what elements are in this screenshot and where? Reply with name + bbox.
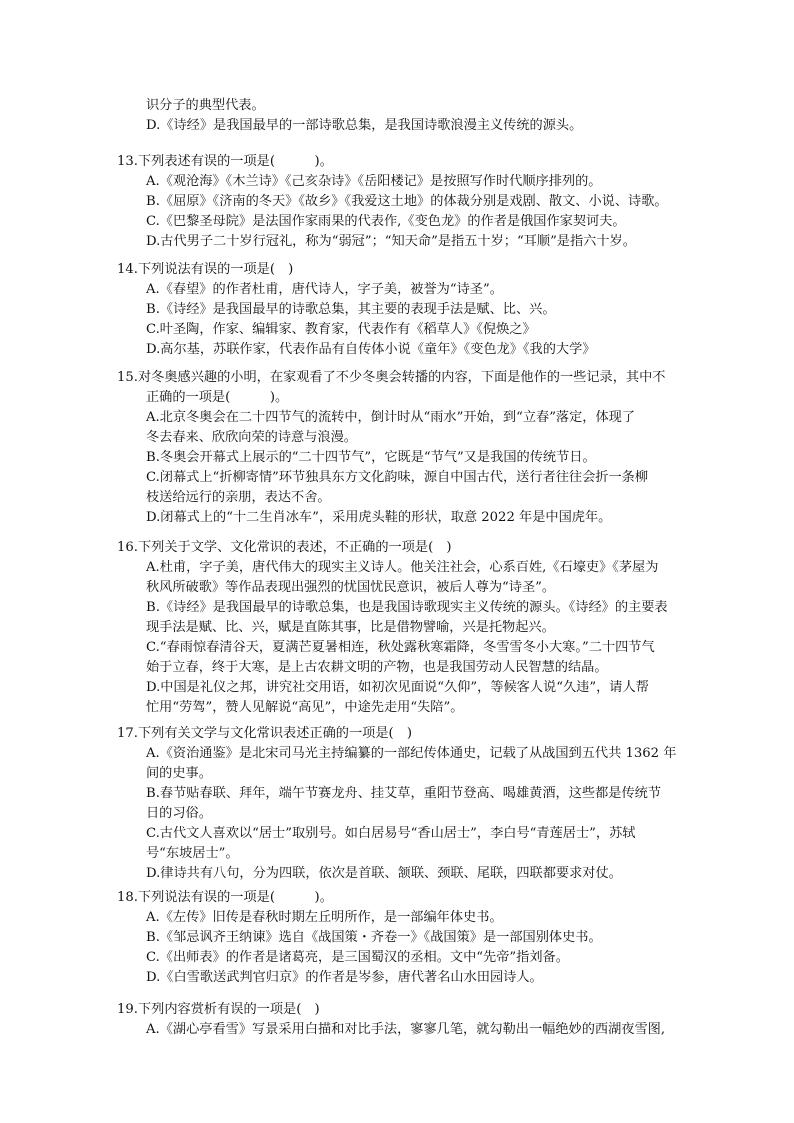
carryover-block xyxy=(117,96,702,136)
question-stem: 17.下列有关文学与文化常识表述正确的一项是( ) xyxy=(117,726,413,741)
question-q13 xyxy=(117,152,702,252)
option-line: A.《湖心亭看雪》写景采用白描和对比手法，寥寥几笔，就勾勒出一幅绝妙的西湖夜雪图, xyxy=(146,1022,666,1037)
continuation-line: 始于立春，终于大寒，是上古农耕文明的产物，也是我国劳动人民智慧的结晶。 xyxy=(146,660,608,675)
option-line: A.《观沧海》《木兰诗》《己亥杂诗》《岳阳楼记》是按照写作时代顺序排列的。 xyxy=(146,174,602,189)
question-q18 xyxy=(117,888,702,988)
option-line: D.《白雪歌送武判官归京》的作者是岑参，唐代著名山水田园诗人。 xyxy=(146,970,543,985)
option-line: B.《诗经》是我国最早的诗歌总集，也是我国诗歌现实主义传统的源头。《诗经》的主要表 xyxy=(146,600,668,615)
question-stem: 14.下列说法有误的一项是( ) xyxy=(117,262,294,277)
continuation-line: 现手法是赋、比、兴，赋是直陈其事，比是借物譬喻，兴是托物起兴。 xyxy=(146,620,555,635)
continuation-line: 枝送给远行的亲朋，表达不舍。 xyxy=(146,490,331,505)
option-line: B.冬奥会开幕式上展示的“二十四节气”，它既是“节气”又是我国的传统节日。 xyxy=(146,450,596,465)
option-line: D.高尔基，苏联作家，代表作品有自传体小说《童年》《变色龙》《我的大学》 xyxy=(146,342,596,357)
question-stem: 19.下列内容赏析有误的一项是( ) xyxy=(117,1002,320,1017)
option-line: A.北京冬奥会在二十四节气的流转中，倒计时从“雨水”开始，到“立春”落定，体现了 xyxy=(146,410,636,425)
option-line: A.杜甫，字子美，唐代伟大的现实主义诗人。他关注社会，心系百姓,《石壕吏》《茅屋为 xyxy=(146,560,659,575)
question-q14 xyxy=(117,260,702,360)
option-line: D.古代男子二十岁行冠礼，称为“弱冠”；“知天命”是指五十岁；“耳顺”是指六十岁。 xyxy=(146,234,636,249)
option-line: C.《巴黎圣母院》是法国作家雨果的代表作,《变色龙》的作者是俄国作家契诃夫。 xyxy=(146,214,626,229)
continuation-line: 冬去春来、欣欣向荣的诗意与浪漫。 xyxy=(146,430,357,445)
question-q15 xyxy=(117,368,702,528)
option-line: C.叶圣陶，作家、编辑家、教育家，代表作有《稻草人》《倪焕之》 xyxy=(146,322,536,337)
option-line: A.《资治通鉴》是北宋司马光主持编纂的一部纪传体通史，记载了从战国到五代共 1362 年 xyxy=(146,746,677,761)
question-stem: 18.下列说法有误的一项是( )。 xyxy=(117,890,333,905)
option-line: B.《诗经》是我国最早的诗歌总集，其主要的表现手法是赋、比、兴。 xyxy=(146,302,556,317)
question-stem: 15.对冬奥感兴趣的小明，在家观看了不少冬奥会转播的内容，下面是他作的一些记录，其中不 xyxy=(117,370,666,385)
option-line: B.春节贴春联、拜年，端午节赛龙舟、挂艾草，重阳节登高、喝雄黄酒，这些都是传统节 xyxy=(146,786,662,801)
question-stem: 16.下列关于文学、文化常识的表述，不正确的一项是( ) xyxy=(117,540,452,555)
question-q19 xyxy=(117,1000,702,1040)
continuation-line: 日的习俗。 xyxy=(146,806,212,821)
option-line: C.闭幕式上“折柳寄情”环节独具东方文化韵味，源自中国古代，送行者往往会折一条柳 xyxy=(146,470,649,485)
option-line: C.“春雨惊春清谷天，夏满芒夏暑相连，秋处露秋寒霜降，冬雪雪冬小大寒。”二十四节气 xyxy=(146,640,655,655)
option-line: C.《出师表》的作者是诸葛亮，是三国蜀汉的丞相。文中“先帝”指刘备。 xyxy=(146,950,569,965)
continuation-line: 忙用“劳驾”，赞人见解说“高见”，中途先走用“失陪”。 xyxy=(146,700,464,715)
continuation-line: 号“东坡居士”。 xyxy=(146,846,239,861)
option-line: D.中国是礼仪之邦，讲究社交用语，如初次见面说“久仰”，等候客人说“久违”，请人帮 xyxy=(146,680,649,695)
carryover-line: D.《诗经》是我国最早的一部诗歌总集，是我国诗歌浪漫主义传统的源头。 xyxy=(146,118,583,133)
option-line: B.《屈原》《济南的冬天》《故乡》《我爱这土地》的体裁分别是戏剧、散文、小说、诗歌。 xyxy=(146,194,668,209)
option-line: D.律诗共有八句，分为四联，依次是首联、颔联、颈联、尾联，四联都要求对仗。 xyxy=(146,866,622,881)
option-line: B.《邹忌讽齐王纳谏》选自《战国策・齐卷一》《战国策》是一部国别体史书。 xyxy=(146,930,602,945)
option-line: A.《左传》旧传是春秋时期左丘明所作，是一部编年体史书。 xyxy=(146,910,503,925)
continuation-line: 正确的一项是( )。 xyxy=(146,390,289,405)
question-q16 xyxy=(117,538,702,718)
option-line: A.《春望》的作者杜甫，唐代诗人，字子美，被誉为“诗圣”。 xyxy=(146,282,503,297)
question-stem: 13.下列表述有误的一项是( )。 xyxy=(117,154,333,169)
carryover-line: 识分子的典型代表。 xyxy=(146,98,265,113)
question-q17 xyxy=(117,724,702,884)
option-line: D.闭幕式上的“十二生肖冰车”，采用虎头鞋的形状，取意 2022 年是中国虎年。 xyxy=(146,510,612,525)
continuation-line: 秋风所破歌》等作品表现出强烈的忧国忧民意识，被后人尊为“诗圣”。 xyxy=(146,580,556,595)
continuation-line: 间的史事。 xyxy=(146,766,212,781)
option-line: C.古代文人喜欢以“居士”取别号。如白居易号“香山居士”，李白号“青莲居士”，苏轼 xyxy=(146,826,636,841)
